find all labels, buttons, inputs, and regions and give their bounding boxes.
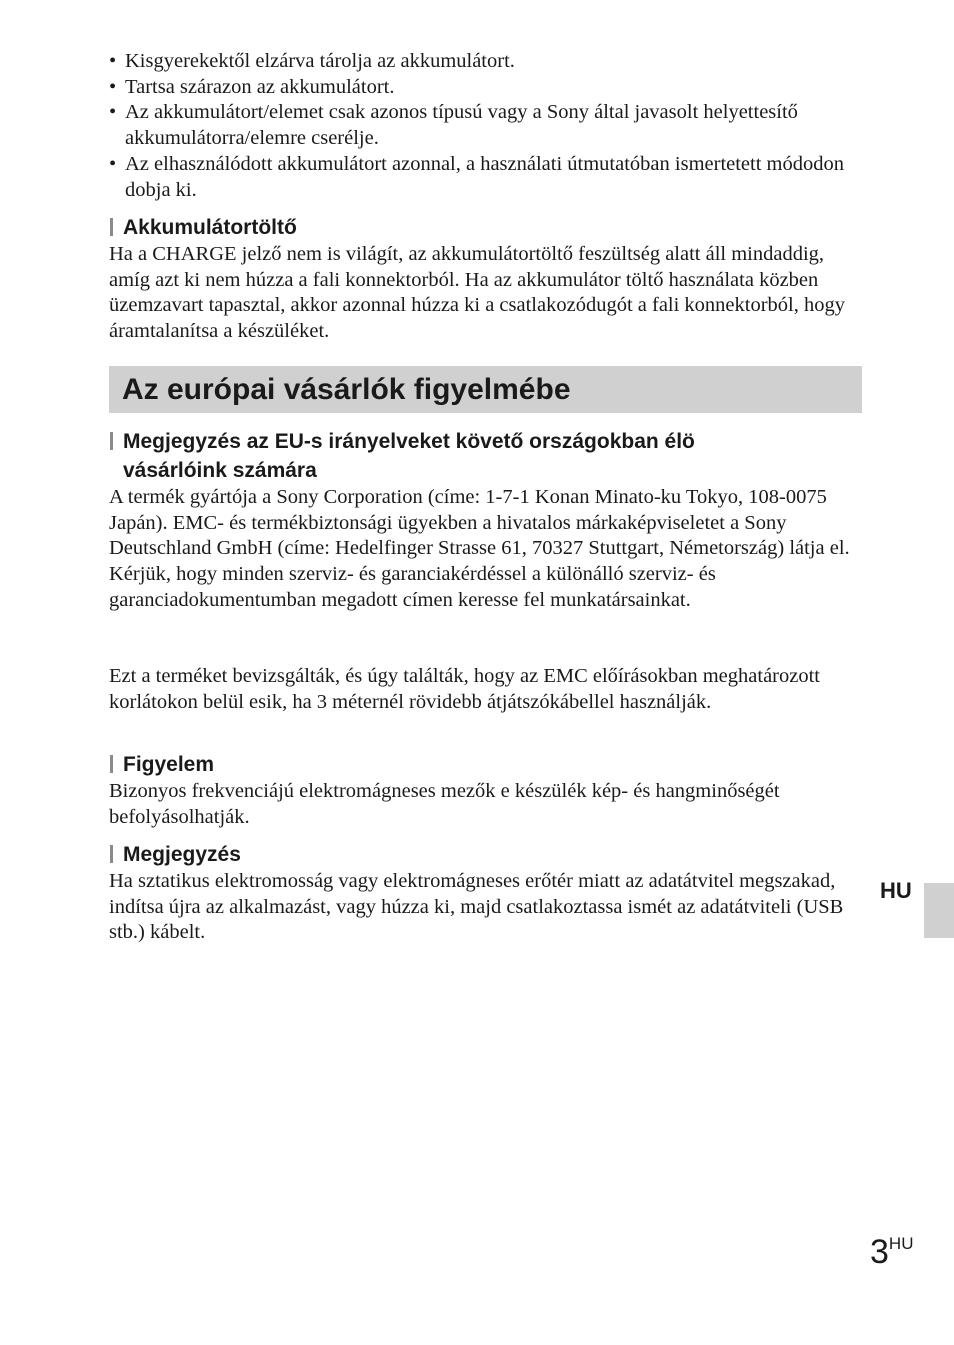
charger-heading <box>109 213 869 242</box>
language-label: HU <box>880 878 912 903</box>
note-heading <box>109 840 869 869</box>
charger-heading-text: Akkumulátortöltő <box>123 216 297 239</box>
section-title: Az európai vásárlók figyelmébe <box>122 373 571 406</box>
attention-paragraph: Bizonyos frekvenciájú elektromágneses mezők e készülék kép- és hangminőségét befolyásolhatják. <box>109 780 780 828</box>
eu-notice-heading-line1: Megjegyzés az EU-s irányelveket követő országokban élö <box>123 430 695 453</box>
bullet-item: • Tartsa szárazon az akkumulátort. <box>109 75 869 101</box>
page-number-value: 3 <box>870 1233 889 1271</box>
bullet-item: • Az elhasználódott akkumulátort azonnal, a használati útmutatóban ismertetett módodon dobja ki. <box>109 152 869 203</box>
charger-paragraph: Ha a CHARGE jelző nem is világít, az akkumulátortöltő feszültség alatt áll mindaddig, amíg azt ki nem húzza a fali konnektorból. Ha az akkumulátor töltő használata közben üzemzavart tapasztal, akkor azonnal húzza ki a csatlakozódugót a fali konnektorból, hogy áramtalanítsa a készüléket. <box>109 243 845 343</box>
heading-marker <box>110 218 113 236</box>
battery-bullet-list <box>109 49 869 203</box>
page-number <box>870 1233 913 1272</box>
attention-heading-text: Figyelem <box>123 753 215 776</box>
eu-notice-heading <box>109 427 869 485</box>
page-number-suffix: HU <box>888 1234 914 1253</box>
eu-notice-paragraph-1: A termék gyártója a Sony Corporation (címe: 1-7-1 Konan Minato-ku Tokyo, 108-0075 Japán). EMC- és termékbiztonsági ügyekben a hivatalos márkaképviseletet a Sony Deutschland GmbH (címe: Hedelfinger Strasse 61, 70327 Stuttgart, Németország) látja el. Kérjük, hogy minden szerviz- és garanciakérdéssel a különálló szerviz- és garanciadokumentumban megadott címen keresse fel munkatársainkat. <box>109 486 850 611</box>
heading-marker <box>110 755 113 773</box>
bullet-item: • Kisgyerekektől elzárva tárolja az akkumulátort. <box>109 49 869 75</box>
note-paragraph: Ha sztatikus elektromosság vagy elektromágneses erőtér miatt az adatátvitel megszakad, indítsa újra az alkalmazást, vagy húzza ki, majd csatlakoztassa ismét az adatátviteli (USB stb.) kábelt. <box>109 870 844 944</box>
note-heading-text: Megjegyzés <box>123 843 241 866</box>
eu-notice-heading-line2: vásárlóink számára <box>123 459 317 482</box>
heading-marker <box>110 432 113 450</box>
section-banner <box>109 366 862 413</box>
attention-heading <box>109 750 869 779</box>
eu-notice-paragraph-2: Ezt a terméket bevizsgálták, és úgy találták, hogy az EMC előírásokban meghatározott korlátokon belül esik, ha 3 méternél rövidebb átjátszókábellel használják. <box>109 665 820 713</box>
bullet-item: • Az akkumulátort/elemet csak azonos típusú vagy a Sony által javasolt helyettesítő akkumulátorra/elemre cserélje. <box>109 100 869 151</box>
heading-marker <box>110 845 113 863</box>
language-side-tab <box>924 883 954 938</box>
